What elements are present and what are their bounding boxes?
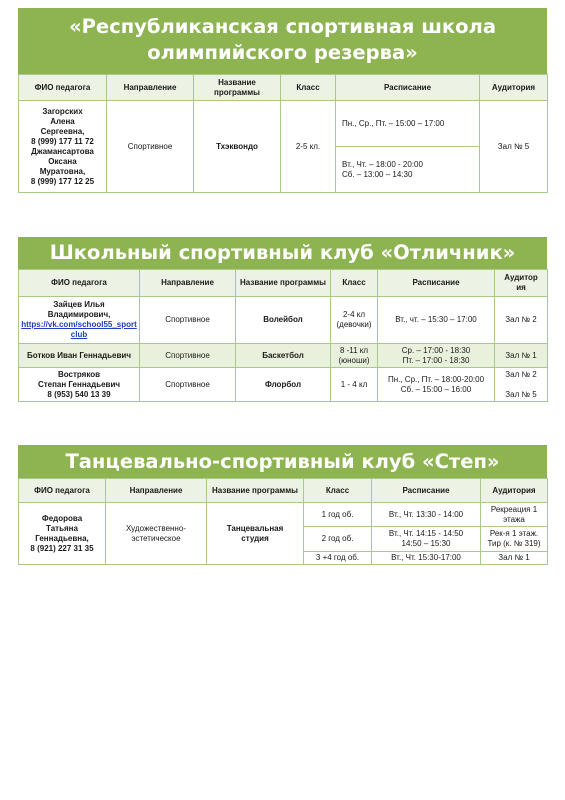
program-cell: Флорбол: [236, 368, 331, 402]
grade-cell: 3 +4 год об.: [304, 552, 372, 565]
section-title: «Республиканская спортивная школа олимпийского резерва»: [18, 8, 547, 74]
header-room: Аудитория: [481, 479, 548, 503]
room-cell: Зал № 1: [495, 344, 548, 368]
schedule-cell: Вт., Чт. 14:15 - 14:50 14:50 – 15:30: [372, 527, 481, 552]
schedule-table: [18, 478, 548, 565]
program-cell: Танцевальная студия: [207, 503, 304, 565]
room-cell: Рекреация 1 этажа: [481, 503, 548, 527]
section-title: Танцевально-спортивный клуб «Степ»: [18, 445, 547, 478]
section-title: Школьный спортивный клуб «Отличник»: [18, 237, 547, 269]
schedule-cell: Вт., чт. – 15:30 – 17:00: [378, 297, 495, 344]
room-cell: Зал № 2: [495, 297, 548, 344]
room-cell: Зал № 5: [480, 101, 548, 193]
program-cell: Баскетбол: [236, 344, 331, 368]
header-grade: Класс: [331, 270, 378, 297]
header-program: Название программы: [236, 270, 331, 297]
header-schedule: Расписание: [372, 479, 481, 503]
grade-cell: 2-4 кл (девочки): [331, 297, 378, 344]
direction-cell: Спортивное: [140, 297, 236, 344]
schedule-cell: Вт., Чт. – 18:00 - 20:00 Сб. – 13:00 – 14:30: [336, 147, 480, 193]
teacher-name: Зайцев Илья Владимирович,: [47, 300, 111, 319]
schedule-table: [18, 74, 548, 193]
header-room: Аудитория: [480, 75, 548, 101]
schedule-cell: Ср. – 17:00 - 18:30 Пт. – 17:00 - 18:30: [378, 344, 495, 368]
room-cell: Рек-я 1 этаж. Тир (к. № 319): [481, 527, 548, 552]
table-header-row: [19, 479, 548, 503]
direction-cell: Спортивное: [140, 344, 236, 368]
room-cell: Зал № 1: [481, 552, 548, 565]
direction-cell: Спортивное: [140, 368, 236, 402]
section-otlichnik-club: [18, 237, 547, 402]
header-grade: Класс: [281, 75, 336, 101]
teacher-cell: Федорова Татьяна Геннадьевна, 8 (921) 227 31 35: [19, 503, 106, 565]
header-teacher: ФИО педагога: [19, 75, 107, 101]
grade-cell: 2 год об.: [304, 527, 372, 552]
grade-cell: 1 - 4 кл: [331, 368, 378, 402]
table-row: [19, 344, 548, 368]
teacher-cell: Ботков Иван Геннадьевич: [19, 344, 140, 368]
table-row: [19, 101, 548, 147]
program-cell: Волейбол: [236, 297, 331, 344]
table-row: [19, 503, 548, 527]
schedule-cell: Пн., Ср., Пт. – 15:00 – 17:00: [336, 101, 480, 147]
teacher-cell: Востряков Степан Геннадьевич 8 (953) 540 13 39: [19, 368, 140, 402]
header-direction: Направление: [107, 75, 194, 101]
header-program: Название программы: [207, 479, 304, 503]
grade-cell: 1 год об.: [304, 503, 372, 527]
teacher-cell: [19, 297, 140, 344]
header-direction: Направление: [140, 270, 236, 297]
table-header-row: [19, 270, 548, 297]
section-olympic-reserve-school: [18, 8, 547, 193]
header-direction: Направление: [106, 479, 207, 503]
table-row: [19, 368, 548, 402]
grade-cell: 2-5 кл.: [281, 101, 336, 193]
teacher-cell: Загорских Алена Сергеевна, 8 (999) 177 11 72 Джамансартова Оксана Муратовна, 8 (999) 177 12 25: [19, 101, 107, 193]
schedule-table: [18, 269, 548, 402]
header-teacher: ФИО педагога: [19, 270, 140, 297]
vk-link[interactable]: https://vk.com/school55_sportclub: [21, 320, 137, 339]
grade-cell: 8 -11 кл (юноши): [331, 344, 378, 368]
room-cell: Зал № 2 Зал № 5: [495, 368, 548, 402]
header-schedule: Расписание: [378, 270, 495, 297]
program-cell: Тхэквондо: [194, 101, 281, 193]
table-row: [19, 297, 548, 344]
header-teacher: ФИО педагога: [19, 479, 106, 503]
header-room: Аудитор ия: [495, 270, 548, 297]
schedule-cell: Вт., Чт. 13:30 - 14:00: [372, 503, 481, 527]
table-header-row: [19, 75, 548, 101]
direction-cell: Спортивное: [107, 101, 194, 193]
header-schedule: Расписание: [336, 75, 480, 101]
direction-cell: Художественно- эстетическое: [106, 503, 207, 565]
schedule-cell: Пн., Ср., Пт. – 18:00-20:00 Сб. – 15:00 – 16:00: [378, 368, 495, 402]
section-step-dance-club: [18, 445, 547, 565]
header-program: Название программы: [194, 75, 281, 101]
header-grade: Класс: [304, 479, 372, 503]
schedule-cell: Вт., Чт. 15:30-17:00: [372, 552, 481, 565]
